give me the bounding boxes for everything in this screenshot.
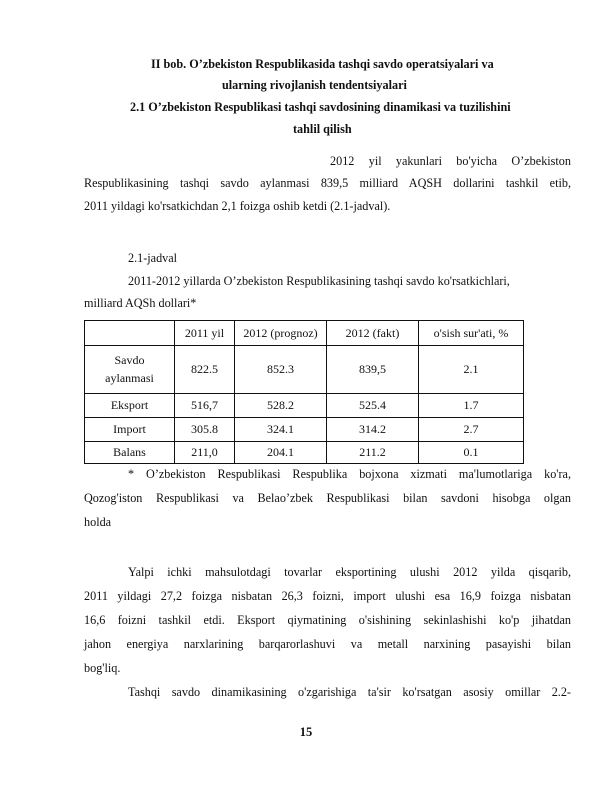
intro-line2: Respublikasining tashqi savdo aylanmasi 839,5 milliard AQSH dollarini tashkil etib, <box>84 176 571 190</box>
table-row <box>85 394 524 418</box>
cell-fakt: 525.4 <box>327 394 419 418</box>
cell-fakt: 211.2 <box>327 442 419 464</box>
footnote-line3: holda <box>84 515 112 529</box>
paragraph-line: Yalpi ichki mahsulotdagi tovarlar eksportining ulushi 2012 yilda qisqarib, <box>128 565 571 579</box>
trade-table <box>84 320 524 464</box>
table-row <box>85 442 524 464</box>
cell-growth: 0.1 <box>419 442 524 464</box>
section-title-line1: 2.1 O’zbekiston Respublikasi tashqi savdosining dinamikasi va tuzilishini <box>130 100 511 114</box>
table-number: 2.1-jadval <box>128 251 178 265</box>
table-header-row <box>85 321 524 346</box>
paragraph-line: 2011 yildagi 27,2 foizga nisbatan 26,3 foizni, import ulushi esa 16,9 foizga nisbatan <box>84 589 571 603</box>
cell-growth: 2.7 <box>419 418 524 442</box>
paragraph-line: Tashqi savdo dinamikasining o'zgarishiga ta'sir ko'rsatgan asosiy omillar 2.2- <box>128 685 571 699</box>
cell-growth: 2.1 <box>419 346 524 394</box>
header-cell-prognoz: 2012 (prognoz) <box>235 321 327 346</box>
row-label: Balans <box>85 442 175 464</box>
row-label <box>85 346 175 394</box>
paragraph-line: 16,6 foizni tashkil etdi. Eksport qiymatining o'sishining sekinlashishi ko'p jihatdan <box>84 613 571 627</box>
row-label: Import <box>85 418 175 442</box>
chapter-title-line1: II bob. O’zbekiston Respublikasida tashqi savdo operatsiyalari va <box>151 57 494 71</box>
table-title-line2: milliard AQSh dollari* <box>84 296 197 310</box>
cell-2011: 516,7 <box>175 394 235 418</box>
intro-line1: 2012 yil yakunlari bo'yicha O’zbekiston <box>330 154 571 168</box>
paragraph-line: bog'liq. <box>84 661 121 675</box>
cell-2011: 305.8 <box>175 418 235 442</box>
header-cell-2011: 2011 yil <box>175 321 235 346</box>
chapter-title-line2: ularning rivojlanish tendentsiyalari <box>222 78 407 92</box>
header-cell-growth: o'sish sur'ati, % <box>419 321 524 346</box>
page-number: 15 <box>299 725 313 739</box>
header-cell-fakt: 2012 (fakt) <box>327 321 419 346</box>
cell-prognoz: 204.1 <box>235 442 327 464</box>
table-row <box>85 346 524 394</box>
row-label-line1: Savdo <box>114 353 145 367</box>
header-cell-empty <box>85 321 175 346</box>
footnote-line1: * O’zbekiston Respublikasi Respublika bojxona xizmati ma'lumotlariga ko'ra, <box>128 467 571 481</box>
row-label: Eksport <box>85 394 175 418</box>
paragraph-line: jahon energiya narxlarining barqarorlashuvi va metall narxining pasayishi bilan <box>84 637 571 651</box>
cell-fakt: 314.2 <box>327 418 419 442</box>
cell-prognoz: 852.3 <box>235 346 327 394</box>
intro-line3: 2011 yildagi ko'rsatkichdan 2,1 foizga oshib ketdi (2.1-jadval). <box>84 199 391 213</box>
table-title-line1: 2011-2012 yillarda O’zbekiston Respublikasining tashqi savdo ko'rsatkichlari, <box>128 274 510 288</box>
cell-2011: 211,0 <box>175 442 235 464</box>
footnote-line2: Qozog'iston Respublikasi va Belao’zbek Respublikasi bilan savdoni hisobga olgan <box>84 491 571 505</box>
cell-prognoz: 324.1 <box>235 418 327 442</box>
cell-prognoz: 528.2 <box>235 394 327 418</box>
row-label-line2: aylanmasi <box>105 371 154 385</box>
cell-growth: 1.7 <box>419 394 524 418</box>
section-title-line2: tahlil qilish <box>293 122 352 136</box>
table-row <box>85 418 524 442</box>
cell-2011: 822.5 <box>175 346 235 394</box>
cell-fakt: 839,5 <box>327 346 419 394</box>
